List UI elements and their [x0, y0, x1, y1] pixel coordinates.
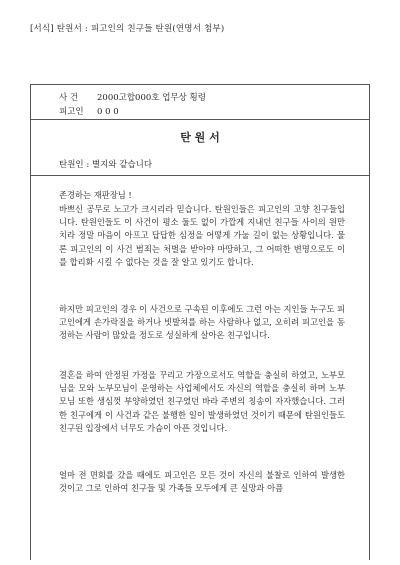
body-paragraph-2: 하지만 피고인의 경우 이 사건으로 구속된 이후에도 그런 아는 지인들 누구도 피고인에게 손가락질을 하거나 빗발쳐를 하는 사람하나 없고, 오히려 피고인을 동정하는 사람이 많았을 정도로 성실하게 살아온 친구입니다. [59, 304, 345, 341]
defendant-label: 피고인 [59, 107, 84, 117]
body-paragraph-4: 얼마 전 면회를 갔을 때에도 피고인은 모든 것이 자신의 불찰로 인하여 발생한 것이고 그로 인하여 친구들 및 가족들 모두에게 큰 실망과 아픔 [59, 470, 345, 494]
case-number-value: 2000고합000호 업무상 횡령 [97, 93, 206, 103]
petition-form [30, 84, 370, 560]
body-paragraph-3: 결혼을 하여 안정된 가정을 꾸리고 가장으로서도 역할을 충실히 하였고, 노부모님을 모와 노부모님이 운영하는 사업체에서도 자신의 역할을 충실히 하며 노부모님 또한 생심껏 부양하였던 친구였던 바라 주변의 칭송이 자자했습니다. 그러한 친구에게 이 사건과 같은 불행한 일이 발생하였던 것이기 때문에 탄원인들도 친구된 입장에서 너무도 가슴이 아픈 것입니다. [59, 370, 345, 433]
defendant-value: 0 0 0 [97, 107, 119, 117]
header-divider [31, 119, 369, 120]
case-number-label: 사 건 [59, 93, 79, 103]
petitioner-divider [31, 175, 369, 176]
petitioner-line: 탄원인 : 별지와 같습니다 [59, 160, 153, 170]
document-title: 탄 원 서 [180, 131, 220, 144]
body-paragraph-1: 바쁘신 공무로 노고가 크시리라 믿습니다. 탄원인들은 피고인의 고향 친구들입니다. 탄원인들도 이 사건이 평소 둘도 없이 가깝게 지내던 친구들 사이의 원만치라 정말 마음이 아프고 답답한 심정을 어떻게 가눌 길이 없는 상황입니다. 물론 피고인의 이 사건 범죄는 처벌을 받아야 마땅하고, 그 어떠한 변명으로도 이를 합리화 시킬 수 없다는 것을 잘 알고 있기도 합니다. [59, 204, 345, 267]
document-caption: [서식] 탄원서 : 피고인의 친구들 탄원(연명서 첨부) [30, 24, 225, 34]
defendant-row [59, 105, 119, 117]
greeting: 존경하는 재판장님 ! [59, 190, 132, 200]
case-number-row [59, 91, 206, 103]
